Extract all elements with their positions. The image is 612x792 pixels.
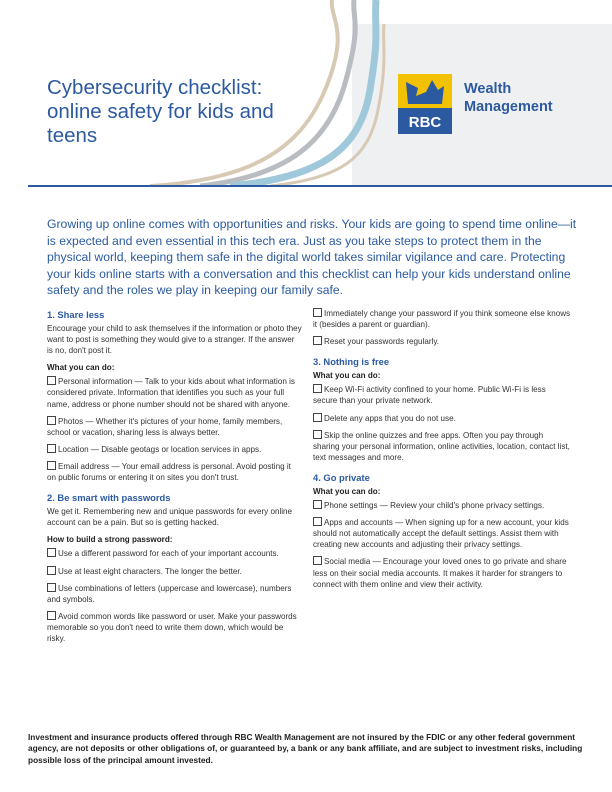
checkbox-icon[interactable] bbox=[313, 517, 322, 526]
checklist-item bbox=[47, 548, 302, 559]
checklist-item bbox=[47, 444, 302, 455]
checklist-item-text: Skip the online quizzes and free apps. Often you pay through sharing your personal information, online activities, location, contact list, text messages and more. bbox=[313, 430, 570, 462]
checkbox-icon[interactable] bbox=[313, 500, 322, 509]
section-body-passwords: We get it. Remembering new and unique passwords for every online account can be a pain. But so is getting hacked. bbox=[47, 507, 293, 528]
logo-text: RBC bbox=[408, 114, 442, 131]
checklist-item-text: Phone settings — Review your child's phone privacy settings. bbox=[324, 501, 545, 511]
checkbox-icon[interactable] bbox=[313, 336, 322, 345]
subheading-go-private: What you can do: bbox=[313, 486, 381, 496]
checklist-item bbox=[313, 556, 571, 589]
checkbox-icon[interactable] bbox=[47, 444, 56, 453]
checklist-item bbox=[313, 413, 571, 424]
checklist-item-text: Delete any apps that you do not use. bbox=[324, 413, 456, 423]
checklist-item-text: Social media — Encourage your loved ones to go private and share less on their social media accounts. It makes it harder for strangers to connect with them online and view their activity. bbox=[313, 557, 567, 589]
section-heading-passwords: 2. Be smart with passwords bbox=[47, 492, 171, 504]
checkbox-icon[interactable] bbox=[47, 611, 56, 620]
checklist-item-text: Email address — Your email address is personal. Avoid posting it on public forums or entering it on sites you don't trust. bbox=[47, 461, 291, 483]
page-header bbox=[0, 0, 612, 187]
checklist-item bbox=[313, 430, 571, 463]
checklist-item-text: Apps and accounts — When signing up for a new account, your kids should not automatically accept the default settings. Assist them with creating new accounts and adjusting their privacy settings. bbox=[313, 518, 569, 550]
checklist-item-text: Personal information — Talk to your kids about what information is considered private. Information that identifies you such as your full name, address or phone number should not be shared with anyone. bbox=[47, 377, 295, 409]
checklist-item bbox=[47, 461, 302, 483]
checkbox-icon[interactable] bbox=[47, 583, 56, 592]
checklist-item-text: Photos — Whether it's pictures of your home, family members, school or vacation, sharing less is always better. bbox=[47, 416, 283, 437]
checklist-item bbox=[313, 517, 571, 550]
checklist-item-text: Location — Disable geotags or location services in apps. bbox=[58, 444, 262, 454]
checkbox-icon[interactable] bbox=[313, 430, 322, 439]
checklist-item-text: Reset your passwords regularly. bbox=[324, 337, 440, 347]
brand-line-2: Management bbox=[464, 99, 553, 115]
checkbox-icon[interactable] bbox=[313, 384, 322, 393]
checklist-item bbox=[47, 583, 302, 605]
section-body-share-less: Encourage your child to ask themselves if the information or photo they want to post is something they would give to a stranger. If the answer is no, don't post it. bbox=[47, 324, 302, 356]
section-heading-share-less: 1. Share less bbox=[47, 309, 105, 320]
subheading-passwords: How to build a strong password: bbox=[47, 535, 173, 545]
subheading-nothing-free: What you can do: bbox=[313, 371, 381, 381]
right-column bbox=[313, 308, 571, 596]
checkbox-icon[interactable] bbox=[47, 566, 56, 575]
rbc-logo bbox=[398, 74, 452, 134]
legal-disclaimer: Investment and insurance products offered through RBC Wealth Management are not insured by the FDIC or any other federal government agency, are not deposits or other obligations of, or guaranteed by, a bank or any bank affiliate, and are subject to investment risks, including possible loss of the principal amount invested. bbox=[28, 732, 583, 765]
brand-name bbox=[464, 80, 553, 116]
checklist-item bbox=[313, 500, 571, 511]
checklist-item bbox=[313, 384, 571, 406]
checklist-item-text: Use combinations of letters (uppercase and lowercase), numbers and symbols. bbox=[47, 583, 292, 604]
checklist-item-text: Avoid common words like password or user. Make your passwords memorable so you don't need to write them down, which would be risky. bbox=[47, 611, 297, 643]
checkbox-icon[interactable] bbox=[47, 461, 56, 470]
page-title: Cybersecurity checklist: online safety for kids and teens bbox=[47, 76, 274, 147]
checkbox-icon[interactable] bbox=[47, 548, 56, 557]
section-heading-go-private: 4. Go private bbox=[313, 471, 370, 483]
checklist-item bbox=[47, 566, 302, 577]
left-column bbox=[47, 308, 302, 650]
checklist-item bbox=[313, 308, 571, 330]
checklist-item bbox=[47, 416, 302, 438]
subheading-share-less: What you can do: bbox=[47, 363, 115, 373]
checkbox-icon[interactable] bbox=[47, 416, 56, 425]
checklist-item-text: Use at least eight characters. The longer the better. bbox=[58, 566, 242, 576]
intro-paragraph: Growing up online comes with opportunities and risks. Your kids are going to spend time online—it is expected and even essential in this tech era. Just as you take steps to protect them in the physical world, keeping them safe in the digital world takes similar vigilance and care. Protecting your kids online starts with a conversation and this checklist can help your kids understand online safety and the roles we play in keeping our family safe. bbox=[47, 217, 577, 298]
checkbox-icon[interactable] bbox=[313, 556, 322, 565]
checklist-item-text: Use a different password for each of your important accounts. bbox=[58, 549, 279, 559]
brand-line-1: Wealth bbox=[464, 81, 512, 97]
checkbox-icon[interactable] bbox=[47, 376, 56, 385]
checklist-item bbox=[313, 336, 571, 347]
checkbox-icon[interactable] bbox=[313, 413, 322, 422]
checklist-item-text: Immediately change your password if you think someone else knows it (besides a parent or guardian). bbox=[313, 309, 571, 330]
checklist-item bbox=[47, 611, 302, 644]
header-divider bbox=[28, 185, 612, 187]
checkbox-icon[interactable] bbox=[313, 308, 322, 317]
section-heading-nothing-free: 3. Nothing is free bbox=[313, 356, 390, 368]
checklist-item bbox=[47, 376, 302, 409]
checklist-item-text: Keep Wi-Fi activity confined to your home. Public Wi-Fi is less secure than your private network. bbox=[313, 385, 546, 406]
